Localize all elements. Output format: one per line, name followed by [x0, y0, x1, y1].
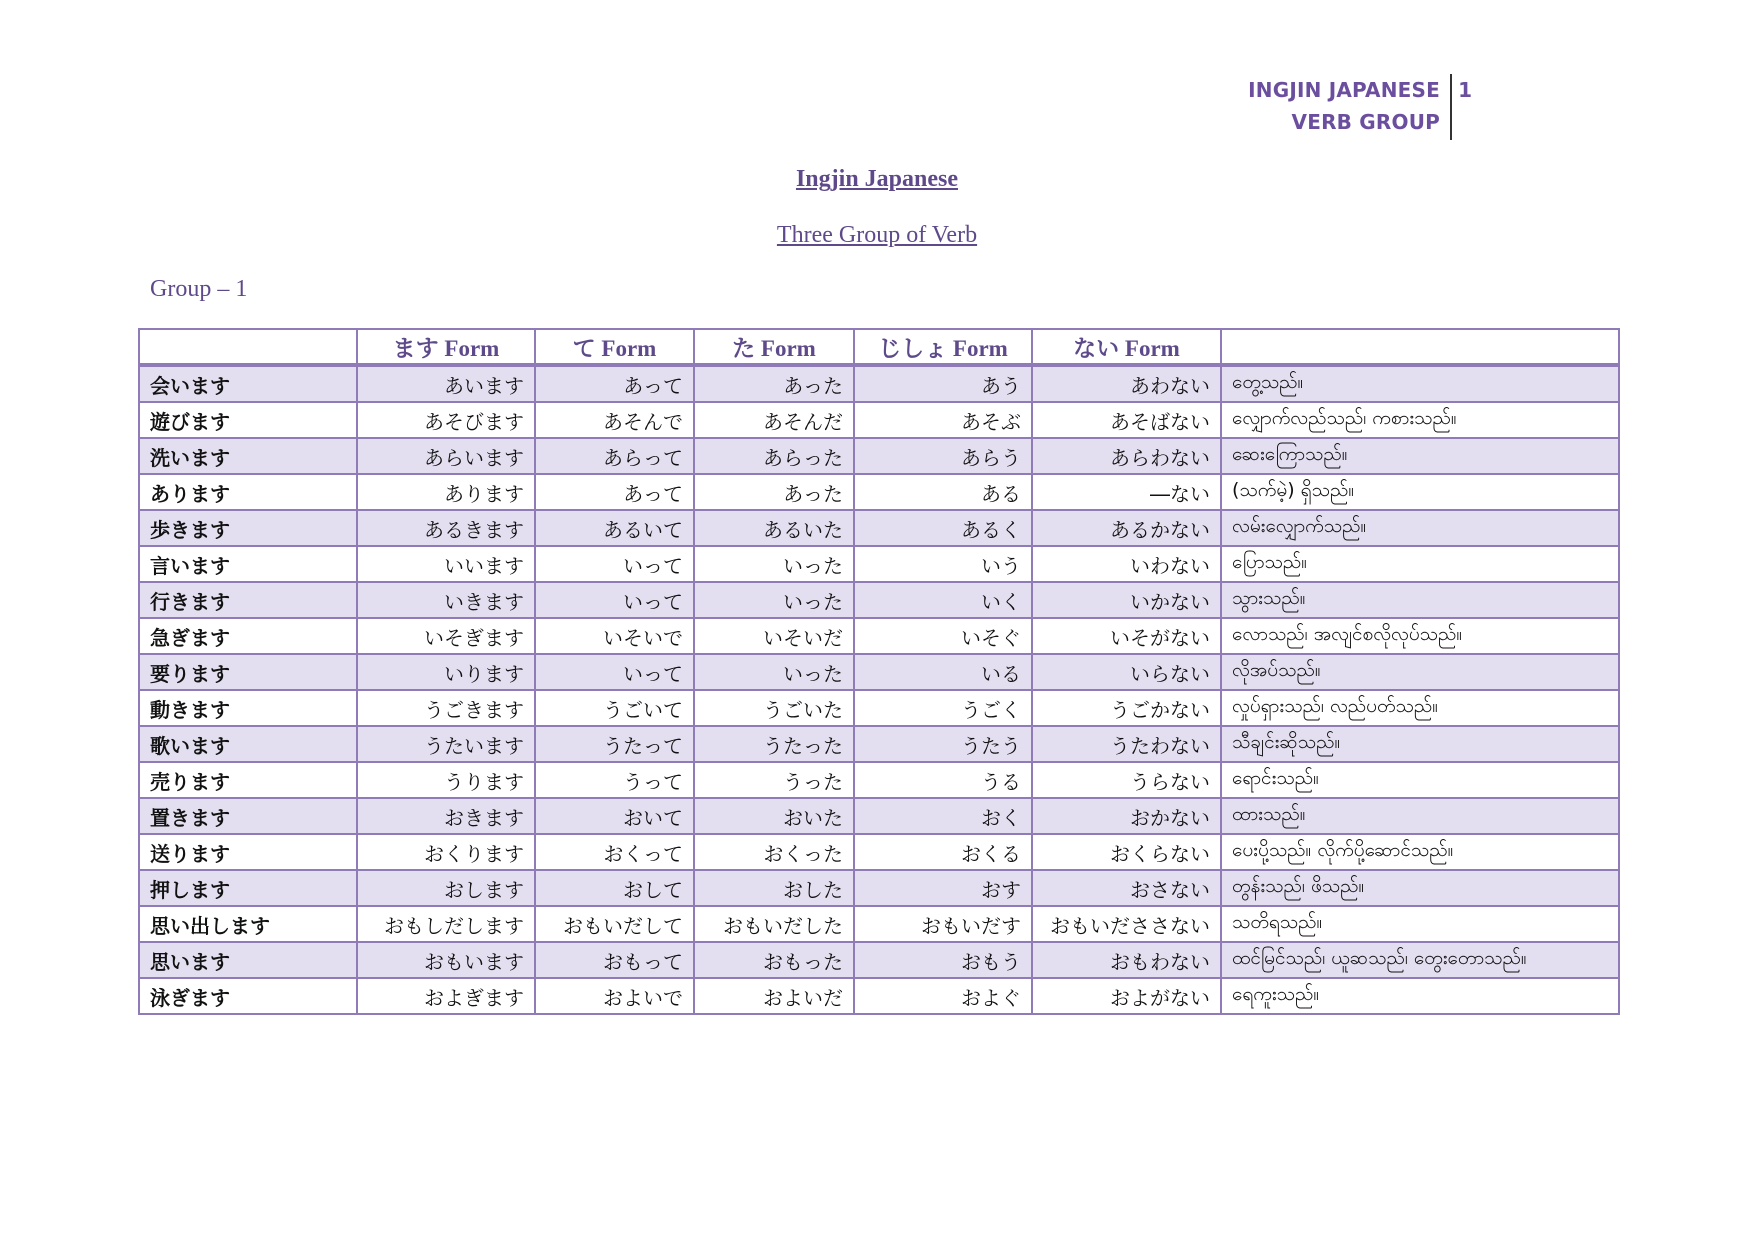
table-row: [139, 942, 1619, 978]
verb-kanji-cell: 会います: [139, 365, 357, 402]
te-form-cell: あらって: [535, 438, 694, 474]
table-row: [139, 834, 1619, 870]
masu-form-cell: あいます: [357, 365, 535, 402]
te-form-cell: あるいて: [535, 510, 694, 546]
ta-form-cell: あった: [694, 474, 854, 510]
nai-form-cell: おさない: [1032, 870, 1221, 906]
nai-form-cell: おもわない: [1032, 942, 1221, 978]
header-title: [1248, 74, 1440, 138]
ta-form-cell: いった: [694, 546, 854, 582]
meaning-cell: လျှောက်လည်သည်၊ ကစားသည်။: [1221, 402, 1619, 438]
jisho-form-cell: おもいだす: [854, 906, 1032, 942]
table-header-row: [139, 329, 1619, 365]
ta-form-cell: おもった: [694, 942, 854, 978]
masu-form-cell: おくります: [357, 834, 535, 870]
meaning-cell: ပေးပို့သည်။ လိုက်ပို့ဆောင်သည်။: [1221, 834, 1619, 870]
table-row: [139, 654, 1619, 690]
nai-form-cell: あらわない: [1032, 438, 1221, 474]
document-title: Ingjin Japanese: [795, 166, 959, 192]
header-te-form: て Form: [535, 329, 694, 365]
header-nai-form: ない Form: [1032, 329, 1221, 365]
group-label: Group – 1: [150, 276, 248, 302]
verb-kanji-cell: 歌います: [139, 726, 357, 762]
ta-form-cell: おもいだした: [694, 906, 854, 942]
header-masu-form: ます Form: [357, 329, 535, 365]
te-form-cell: おして: [535, 870, 694, 906]
jisho-form-cell: うる: [854, 762, 1032, 798]
table-row: [139, 618, 1619, 654]
ta-form-cell: あった: [694, 365, 854, 402]
te-form-cell: あって: [535, 474, 694, 510]
ta-form-cell: うたった: [694, 726, 854, 762]
ta-form-cell: いった: [694, 582, 854, 618]
te-form-cell: いって: [535, 582, 694, 618]
verb-kanji-cell: 遊びます: [139, 402, 357, 438]
masu-form-cell: おもいます: [357, 942, 535, 978]
verb-kanji-cell: 要ります: [139, 654, 357, 690]
jisho-form-cell: およぐ: [854, 978, 1032, 1014]
nai-form-cell: おもいだささない: [1032, 906, 1221, 942]
jisho-form-cell: あそぶ: [854, 402, 1032, 438]
masu-form-cell: いいます: [357, 546, 535, 582]
meaning-cell: တွန်းသည်၊ ဖိသည်။: [1221, 870, 1619, 906]
te-form-cell: うたって: [535, 726, 694, 762]
te-form-cell: おくって: [535, 834, 694, 870]
jisho-form-cell: おす: [854, 870, 1032, 906]
table-row: [139, 726, 1619, 762]
header-meaning: [1221, 329, 1619, 365]
masu-form-cell: いります: [357, 654, 535, 690]
masu-form-cell: あります: [357, 474, 535, 510]
nai-form-cell: いそがない: [1032, 618, 1221, 654]
te-form-cell: あそんで: [535, 402, 694, 438]
ta-form-cell: あらった: [694, 438, 854, 474]
te-form-cell: いって: [535, 546, 694, 582]
jisho-form-cell: いる: [854, 654, 1032, 690]
masu-form-cell: おきます: [357, 798, 535, 834]
table-row: [139, 870, 1619, 906]
nai-form-cell: おくらない: [1032, 834, 1221, 870]
jisho-form-cell: いそぐ: [854, 618, 1032, 654]
nai-form-cell: いかない: [1032, 582, 1221, 618]
masu-form-cell: おもしだします: [357, 906, 535, 942]
nai-form-cell: うたわない: [1032, 726, 1221, 762]
meaning-cell: လမ်းလျှောက်သည်။: [1221, 510, 1619, 546]
table-row: [139, 546, 1619, 582]
jisho-form-cell: いく: [854, 582, 1032, 618]
table-row: [139, 582, 1619, 618]
table-row: [139, 438, 1619, 474]
table-row: [139, 762, 1619, 798]
nai-form-cell: あるかない: [1032, 510, 1221, 546]
nai-form-cell: ―ない: [1032, 474, 1221, 510]
meaning-cell: လိုအပ်သည်။: [1221, 654, 1619, 690]
ta-form-cell: うった: [694, 762, 854, 798]
meaning-cell: တွေ့သည်။: [1221, 365, 1619, 402]
nai-form-cell: うごかない: [1032, 690, 1221, 726]
jisho-form-cell: おく: [854, 798, 1032, 834]
verb-table: [138, 328, 1620, 1015]
ta-form-cell: いそいだ: [694, 618, 854, 654]
table-row: [139, 402, 1619, 438]
nai-form-cell: いわない: [1032, 546, 1221, 582]
te-form-cell: いって: [535, 654, 694, 690]
verb-kanji-cell: 言います: [139, 546, 357, 582]
verb-kanji-cell: 思い出します: [139, 906, 357, 942]
ta-form-cell: おした: [694, 870, 854, 906]
ta-form-cell: あそんだ: [694, 402, 854, 438]
jisho-form-cell: ある: [854, 474, 1032, 510]
meaning-cell: ပြောသည်။: [1221, 546, 1619, 582]
nai-form-cell: おかない: [1032, 798, 1221, 834]
masu-form-cell: およぎます: [357, 978, 535, 1014]
jisho-form-cell: おもう: [854, 942, 1032, 978]
jisho-form-cell: あるく: [854, 510, 1032, 546]
masu-form-cell: うごきます: [357, 690, 535, 726]
te-form-cell: うって: [535, 762, 694, 798]
masu-form-cell: いきます: [357, 582, 535, 618]
table-row: [139, 474, 1619, 510]
verb-kanji-cell: 歩きます: [139, 510, 357, 546]
meaning-cell: ဆေးကြောသည်။: [1221, 438, 1619, 474]
jisho-form-cell: おくる: [854, 834, 1032, 870]
masu-form-cell: うたいます: [357, 726, 535, 762]
verb-kanji-cell: 洗います: [139, 438, 357, 474]
te-form-cell: おもって: [535, 942, 694, 978]
masu-form-cell: あるきます: [357, 510, 535, 546]
te-form-cell: おいて: [535, 798, 694, 834]
te-form-cell: うごいて: [535, 690, 694, 726]
nai-form-cell: うらない: [1032, 762, 1221, 798]
meaning-cell: ထင်မြင်သည်၊ ယူဆသည်၊ တွေးတောသည်။: [1221, 942, 1619, 978]
meaning-cell: ရေကူးသည်။: [1221, 978, 1619, 1014]
header-verb: [139, 329, 357, 365]
verb-kanji-cell: あります: [139, 474, 357, 510]
table-row: [139, 365, 1619, 402]
verb-kanji-cell: 急ぎます: [139, 618, 357, 654]
header-ta-form: た Form: [694, 329, 854, 365]
verb-kanji-cell: 送ります: [139, 834, 357, 870]
masu-form-cell: うります: [357, 762, 535, 798]
verb-kanji-cell: 思います: [139, 942, 357, 978]
header-jisho-form: じしょ Form: [854, 329, 1032, 365]
verb-kanji-cell: 泳ぎます: [139, 978, 357, 1014]
meaning-cell: သတိရသည်။: [1221, 906, 1619, 942]
table-row: [139, 798, 1619, 834]
table-row: [139, 906, 1619, 942]
meaning-cell: ရောင်းသည်။: [1221, 762, 1619, 798]
ta-form-cell: いった: [694, 654, 854, 690]
page-number: 1: [1458, 78, 1472, 102]
verb-kanji-cell: 押します: [139, 870, 357, 906]
nai-form-cell: いらない: [1032, 654, 1221, 690]
meaning-cell: လှုပ်ရှားသည်၊ လည်ပတ်သည်။: [1221, 690, 1619, 726]
verb-kanji-cell: 置きます: [139, 798, 357, 834]
jisho-form-cell: うたう: [854, 726, 1032, 762]
meaning-cell: သွားသည်။: [1221, 582, 1619, 618]
table-row: [139, 510, 1619, 546]
page-header: [1064, 74, 1472, 140]
masu-form-cell: あらいます: [357, 438, 535, 474]
table-row: [139, 978, 1619, 1014]
jisho-form-cell: うごく: [854, 690, 1032, 726]
meaning-cell: လောသည်၊ အလျင်စလိုလုပ်သည်။: [1221, 618, 1619, 654]
meaning-cell: သီချင်းဆိုသည်။: [1221, 726, 1619, 762]
nai-form-cell: あそばない: [1032, 402, 1221, 438]
header-line-1: INGJIN JAPANESE: [1248, 78, 1440, 102]
ta-form-cell: おいた: [694, 798, 854, 834]
verb-kanji-cell: 行きます: [139, 582, 357, 618]
ta-form-cell: おくった: [694, 834, 854, 870]
document-subtitle: Three Group of Verb: [776, 222, 978, 248]
verb-kanji-cell: 動きます: [139, 690, 357, 726]
nai-form-cell: およがない: [1032, 978, 1221, 1014]
masu-form-cell: おします: [357, 870, 535, 906]
te-form-cell: いそいで: [535, 618, 694, 654]
meaning-cell: (သက်မဲ့) ရှိသည်။: [1221, 474, 1619, 510]
table-row: [139, 690, 1619, 726]
header-divider: [1450, 74, 1452, 140]
te-form-cell: およいで: [535, 978, 694, 1014]
jisho-form-cell: あう: [854, 365, 1032, 402]
masu-form-cell: あそびます: [357, 402, 535, 438]
meaning-cell: ထားသည်။: [1221, 798, 1619, 834]
masu-form-cell: いそぎます: [357, 618, 535, 654]
te-form-cell: おもいだして: [535, 906, 694, 942]
nai-form-cell: あわない: [1032, 365, 1221, 402]
header-line-2: VERB GROUP: [1291, 110, 1440, 134]
jisho-form-cell: あらう: [854, 438, 1032, 474]
te-form-cell: あって: [535, 365, 694, 402]
jisho-form-cell: いう: [854, 546, 1032, 582]
ta-form-cell: あるいた: [694, 510, 854, 546]
ta-form-cell: およいだ: [694, 978, 854, 1014]
verb-kanji-cell: 売ります: [139, 762, 357, 798]
ta-form-cell: うごいた: [694, 690, 854, 726]
